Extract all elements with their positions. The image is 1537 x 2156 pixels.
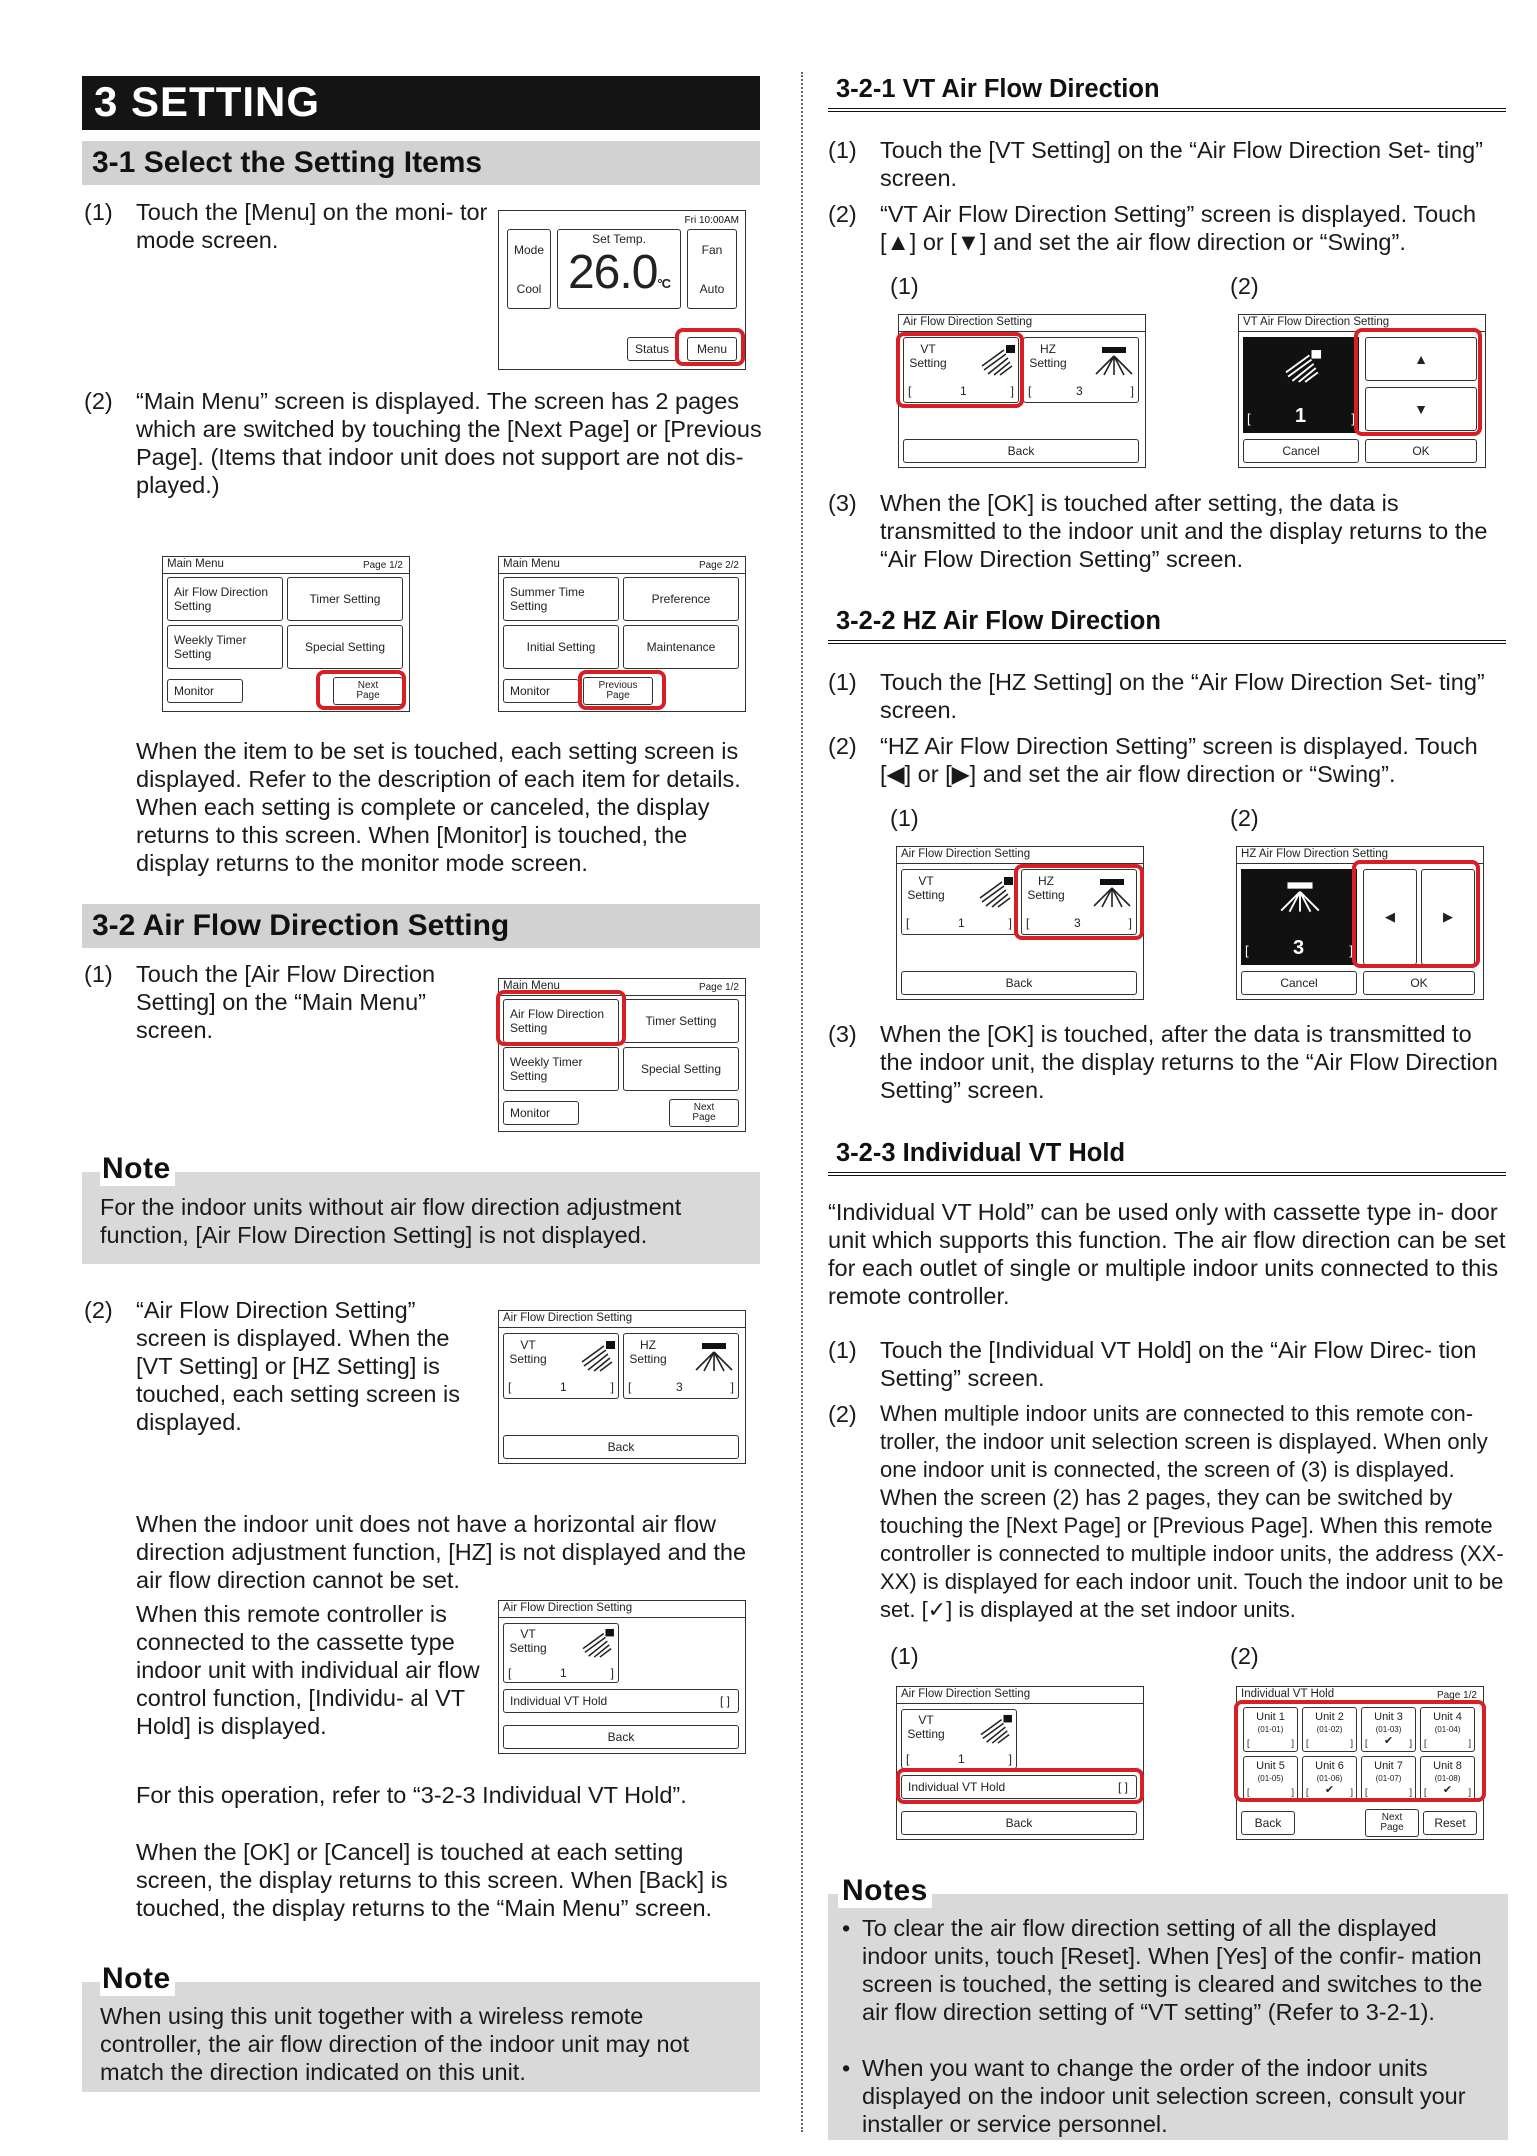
vt-air-flow-screen bbox=[1238, 314, 1486, 468]
step-number: (1) bbox=[84, 199, 113, 225]
unit-button[interactable]: Unit 5 (01-05) [ ] bbox=[1243, 1756, 1298, 1801]
unit-address: (01-02) bbox=[1316, 1725, 1343, 1734]
figure-label: (1) bbox=[890, 273, 919, 299]
temperature-value: 26.0 bbox=[567, 246, 658, 299]
step-text: When multiple indoor units are connected to this remote con- troller, the indoor unit selection screen is displayed. When only one indoor unit is connected, the screen of (3) is displayed. When the screen (2) has 2 pages, they can be switched by touching the [Next Page] or [Previous Page]. When this remote controller is connected to multiple indoor units, the address (XX-XX) is displayed for each indoor unit. Touch the indoor unit to be set. [✓] is displayed at the set indoor units. bbox=[880, 1401, 1504, 1622]
unit-name: Unit 5 bbox=[1256, 1760, 1285, 1772]
vt-setting-button[interactable]: VT Setting [ 1 ] bbox=[901, 1709, 1017, 1769]
ivt-value: [ ] bbox=[719, 1694, 730, 1708]
page-indicator: Page 2/2 bbox=[698, 560, 739, 571]
step-number: (3) bbox=[828, 490, 857, 516]
bullet: • bbox=[842, 1915, 851, 1941]
hz-label: HZ Setting bbox=[1027, 874, 1065, 902]
vt-label: VT Setting bbox=[909, 342, 947, 370]
vt-fan-icon bbox=[580, 1340, 616, 1372]
unit-address: (01-01) bbox=[1257, 1725, 1284, 1734]
hz-fan-icon bbox=[692, 1342, 736, 1372]
initial-setting-button[interactable]: Initial Setting bbox=[503, 625, 619, 669]
note-text: For the indoor units without air flow direction adjustment function, [Air Flow Direction Setting] is not displayed. bbox=[100, 1194, 682, 1248]
note-text: When you want to change the order of the indoor units displayed on the indoor unit selection screen, consult your installer or service personnel. bbox=[862, 2055, 1466, 2137]
figure-label: (2) bbox=[1230, 273, 1259, 299]
paragraph: “Individual VT Hold” can be used only with cassette type in- door unit which supports this function. The air flow direction can be set for each outlet of single or multiple indoor units connected to this remote controller. bbox=[828, 1199, 1506, 1309]
reset-button[interactable]: Reset bbox=[1423, 1811, 1477, 1835]
special-setting-button[interactable]: Special Setting bbox=[623, 1047, 739, 1091]
screen-title: Air Flow Direction Setting bbox=[901, 1688, 1031, 1700]
fan-label: Fan bbox=[701, 242, 723, 257]
hz-value: 3 bbox=[1293, 937, 1305, 959]
unit-button[interactable]: Unit 3 (01-03) ✔ [ ] bbox=[1361, 1707, 1416, 1752]
back-button[interactable]: Back bbox=[901, 971, 1137, 995]
ivt-value: [ ] bbox=[1117, 1780, 1128, 1794]
step-number: (1) bbox=[828, 137, 857, 163]
vt-fan-icon bbox=[980, 344, 1016, 376]
vt-value: 1 bbox=[960, 384, 967, 398]
hz-fan-icon bbox=[1277, 881, 1323, 913]
cancel-button[interactable]: Cancel bbox=[1241, 971, 1357, 995]
down-button[interactable]: ▼ bbox=[1365, 387, 1477, 431]
vt-value: 1 bbox=[958, 1752, 965, 1766]
mode-label: Mode bbox=[513, 242, 545, 257]
vt-value: 1 bbox=[560, 1380, 567, 1394]
heading-3-2-3: 3-2-3 Individual VT Hold bbox=[828, 1136, 1506, 1176]
unit-name: Unit 3 bbox=[1374, 1711, 1403, 1723]
ivt-label: Individual VT Hold bbox=[510, 1694, 608, 1708]
individual-vt-hold-screen bbox=[1236, 1686, 1484, 1840]
figure-label: (2) bbox=[1230, 805, 1259, 831]
screen-title: Main Menu bbox=[503, 558, 560, 570]
figure-label: (2) bbox=[1230, 1643, 1259, 1669]
step-text: “Air Flow Direction Setting” screen is displayed. When the [VT Setting] or [HZ Setting] is touched, each setting screen is displayed. bbox=[136, 1297, 460, 1435]
section-title: 3 SETTING bbox=[82, 76, 760, 130]
vt-fan-icon bbox=[580, 1628, 616, 1658]
vt-setting-button[interactable]: VT Setting [ 1 ] bbox=[901, 869, 1017, 935]
hz-setting-button[interactable]: HZ Setting [ 3 ] bbox=[1023, 337, 1139, 403]
air-flow-direction-screen bbox=[498, 1310, 746, 1464]
hz-value: 3 bbox=[676, 1380, 683, 1394]
hz-fan-icon bbox=[1090, 878, 1134, 908]
monitor-button[interactable]: Monitor bbox=[503, 1101, 579, 1125]
vt-setting-button[interactable]: VT Setting [ 1 ] bbox=[503, 1623, 619, 1683]
unit-address: (01-08) bbox=[1434, 1774, 1461, 1783]
up-button[interactable]: ▲ bbox=[1365, 337, 1477, 381]
page-indicator: Page 1/2 bbox=[1436, 1690, 1477, 1701]
paragraph: For this operation, refer to “3-2-3 Individual VT Hold”. bbox=[136, 1782, 687, 1808]
unit-address: (01-04) bbox=[1434, 1725, 1461, 1734]
fan-value: Auto bbox=[699, 281, 725, 296]
next-page-button[interactable]: Next Page bbox=[669, 1099, 739, 1127]
individual-vt-hold-button[interactable] bbox=[901, 1775, 1137, 1799]
step-text: “VT Air Flow Direction Setting” screen is displayed. Touch [▲] or [▼] and set the air flow direction or “Swing”. bbox=[880, 201, 1477, 255]
left-button[interactable]: ◀ bbox=[1363, 869, 1417, 965]
previous-page-button[interactable]: Previous Page bbox=[583, 677, 653, 705]
unit-name: Unit 8 bbox=[1433, 1760, 1462, 1772]
status-button[interactable]: Status bbox=[627, 337, 677, 361]
monitor-screen bbox=[498, 210, 746, 370]
right-button[interactable]: ▶ bbox=[1421, 869, 1475, 965]
vt-fan-icon bbox=[978, 1714, 1014, 1744]
step-text: When the [OK] is touched, after the data is transmitted to the indoor unit, the display returns to the “Air Flow Direction Setting” screen. bbox=[880, 1021, 1498, 1103]
clock-label: Fri 10:00AM bbox=[684, 215, 739, 226]
air-flow-direction-ivt-screen bbox=[498, 1600, 746, 1754]
unit-button[interactable]: Unit 6 (01-06) ✔ [ ] bbox=[1302, 1756, 1357, 1801]
screen-title: HZ Air Flow Direction Setting bbox=[1241, 848, 1388, 860]
vt-value: 1 bbox=[560, 1666, 567, 1680]
unit-name: Unit 4 bbox=[1433, 1711, 1462, 1723]
hz-setting-button[interactable]: HZ Setting [ 3 ] bbox=[623, 1333, 739, 1399]
vt-display: [ 1 ] bbox=[1243, 337, 1359, 433]
step-text: Touch the [VT Setting] on the “Air Flow Direction Set- ting” screen. bbox=[880, 137, 1484, 191]
back-button[interactable]: Back bbox=[503, 1725, 739, 1749]
paragraph: When this remote controller is connected to the cassette type indoor unit with individual air flow control function, [Individu- al VT Hold] is displayed. bbox=[136, 1601, 480, 1739]
menu-button[interactable]: Menu bbox=[687, 337, 737, 361]
step-text: “HZ Air Flow Direction Setting” screen is displayed. Touch [◀] or [▶] and set the air flow direction or “Swing”. bbox=[880, 733, 1478, 787]
unit-name: Unit 7 bbox=[1374, 1760, 1403, 1772]
figure-label: (1) bbox=[890, 1643, 919, 1669]
note-text: To clear the air flow direction setting of all the displayed indoor units, touch [Reset]. When [Yes] of the confir- mation screen is touched, the setting is cleared and switches to the air flow direction setting of “VT setting” (Refer to 3-2-1). bbox=[862, 1915, 1483, 2025]
page-indicator: Page 1/2 bbox=[362, 560, 403, 571]
vt-label: VT Setting bbox=[509, 1338, 547, 1366]
hz-value: 3 bbox=[1074, 916, 1081, 930]
step-text: Touch the [HZ Setting] on the “Air Flow Direction Set- ting” screen. bbox=[880, 669, 1485, 723]
step-number: (2) bbox=[828, 201, 857, 227]
unit-address: (01-07) bbox=[1375, 1774, 1402, 1783]
subsection-title-3-1: 3-1 Select the Setting Items bbox=[82, 141, 760, 185]
hz-setting-button[interactable]: HZ Setting [ 3 ] bbox=[1021, 869, 1137, 935]
vt-fan-icon bbox=[1283, 349, 1323, 383]
heading-3-2-1: 3-2-1 VT Air Flow Direction bbox=[828, 72, 1506, 112]
screen-title: Main Menu bbox=[503, 980, 560, 992]
screen-title: Air Flow Direction Setting bbox=[903, 316, 1033, 328]
main-menu-screen-afd bbox=[498, 978, 746, 1132]
ivt-label: Individual VT Hold bbox=[908, 1780, 1006, 1794]
unit-check-mark: ✔ bbox=[1383, 1735, 1394, 1747]
unit-button[interactable]: Unit 1 (01-01) [ ] bbox=[1243, 1707, 1298, 1752]
column-divider bbox=[801, 72, 803, 2132]
unit-button[interactable]: Unit 2 (01-02) [ ] bbox=[1302, 1707, 1357, 1752]
unit-name: Unit 6 bbox=[1315, 1760, 1344, 1772]
step-text: “Main Menu” screen is displayed. The screen has 2 pages which are switched by touching the [Next Page] or [Previous Page]. (Items that indoor unit does not support are not dis- played.) bbox=[136, 388, 762, 498]
individual-vt-hold-button[interactable] bbox=[503, 1689, 739, 1713]
unit-check-mark: ✔ bbox=[1442, 1784, 1453, 1796]
paragraph: When the [OK] or [Cancel] is touched at each setting screen, the display returns to this screen. When [Back] is touched, the display returns to the “Main Menu” screen. bbox=[136, 1839, 728, 1921]
main-menu-page1-screen bbox=[162, 556, 410, 712]
vt-label: VT Setting bbox=[509, 1627, 547, 1655]
back-button[interactable]: Back bbox=[1241, 1811, 1295, 1835]
note-text: When using this unit together with a wireless remote controller, the air flow direction of the indoor unit may not match the direction indicated on this unit. bbox=[100, 2003, 690, 2085]
vt-label: VT Setting bbox=[907, 1713, 945, 1741]
hz-label: HZ Setting bbox=[1029, 342, 1067, 370]
special-setting-button[interactable]: Special Setting bbox=[287, 625, 403, 669]
page-indicator: Page 1/2 bbox=[698, 982, 739, 993]
vt-value: 1 bbox=[958, 916, 965, 930]
hz-label: HZ Setting bbox=[629, 1338, 667, 1366]
paragraph: When the item to be set is touched, each setting screen is displayed. Refer to the description of each item for details. When each setting is complete or canceled, the display returns to this screen. When [Monitor] is touched, the display returns to the monitor mode screen. bbox=[136, 738, 741, 876]
monitor-button[interactable]: Monitor bbox=[503, 679, 579, 703]
step-number: (2) bbox=[84, 1297, 113, 1323]
next-page-button[interactable]: Next Page bbox=[333, 677, 403, 705]
note-label: Note bbox=[100, 1152, 175, 1186]
next-page-button[interactable]: Next Page bbox=[1365, 1809, 1419, 1837]
note-label: Note bbox=[100, 1962, 175, 1996]
figure-label: (1) bbox=[890, 805, 919, 831]
unit-button[interactable]: Unit 7 (01-07) [ ] bbox=[1361, 1756, 1416, 1801]
screen-title: Air Flow Direction Setting bbox=[901, 848, 1031, 860]
step-text: Touch the [Menu] on the moni- tor mode screen. bbox=[136, 199, 488, 253]
paragraph: When the indoor unit does not have a horizontal air flow direction adjustment function, [HZ] is not displayed and the air flow direction cannot be set. bbox=[136, 1511, 747, 1593]
timer-setting-button[interactable]: Timer Setting bbox=[287, 577, 403, 621]
set-temp-button[interactable] bbox=[557, 229, 681, 309]
mode-value: Cool bbox=[516, 281, 542, 296]
hz-air-flow-screen bbox=[1236, 846, 1484, 1000]
hz-fan-icon bbox=[1092, 346, 1136, 376]
step-number: (2) bbox=[828, 1401, 857, 1427]
air-flow-direction-ivt-screen bbox=[896, 1686, 1144, 1840]
subsection-title-3-2: 3-2 Air Flow Direction Setting bbox=[82, 904, 760, 948]
weekly-timer-button[interactable]: Weekly Timer Setting bbox=[167, 625, 283, 669]
ok-button[interactable]: OK bbox=[1363, 971, 1475, 995]
step-number: (1) bbox=[828, 669, 857, 695]
unit-name: Unit 2 bbox=[1315, 1711, 1344, 1723]
step-number: (1) bbox=[828, 1337, 857, 1363]
unit-name: Unit 1 bbox=[1256, 1711, 1285, 1723]
screen-title: Air Flow Direction Setting bbox=[503, 1602, 633, 1614]
preference-button[interactable]: Preference bbox=[623, 577, 739, 621]
cancel-button[interactable]: Cancel bbox=[1243, 439, 1359, 463]
unit-address: (01-03) bbox=[1375, 1725, 1402, 1734]
maintenance-button[interactable]: Maintenance bbox=[623, 625, 739, 669]
vt-setting-button[interactable]: VT Setting [ 1 ] bbox=[503, 1333, 619, 1399]
ok-button[interactable]: OK bbox=[1365, 439, 1477, 463]
air-flow-direction-button[interactable]: Air Flow Direction Setting bbox=[167, 577, 283, 621]
screen-title: VT Air Flow Direction Setting bbox=[1243, 316, 1390, 328]
step-text: Touch the [Individual VT Hold] on the “Air Flow Direc- tion Setting” screen. bbox=[880, 1337, 1477, 1391]
hz-display: [ 3 ] bbox=[1241, 869, 1357, 965]
screen-title: Individual VT Hold bbox=[1241, 1688, 1335, 1700]
vt-label: VT Setting bbox=[907, 874, 945, 902]
step-number: (2) bbox=[828, 733, 857, 759]
timer-setting-button[interactable]: Timer Setting bbox=[623, 999, 739, 1043]
step-text: When the [OK] is touched after setting, the data is transmitted to the indoor unit and the display returns to the “Air Flow Direction Setting” screen. bbox=[880, 490, 1488, 572]
step-number: (1) bbox=[84, 961, 113, 987]
screen-title: Main Menu bbox=[167, 558, 224, 570]
vt-setting-button[interactable]: VT Setting [ 1 ] bbox=[903, 337, 1019, 403]
vt-fan-icon bbox=[978, 876, 1014, 908]
notes-label: Notes bbox=[838, 1874, 932, 1908]
bullet: • bbox=[842, 2055, 851, 2081]
unit-address: (01-06) bbox=[1316, 1774, 1343, 1783]
heading-3-2-2: 3-2-2 HZ Air Flow Direction bbox=[828, 604, 1506, 644]
back-button[interactable]: Back bbox=[503, 1435, 739, 1459]
mode-button[interactable] bbox=[507, 229, 551, 309]
temperature-unit: °C bbox=[657, 276, 670, 291]
step-text: Touch the [Air Flow Direction Setting] on the “Main Menu” screen. bbox=[136, 961, 436, 1043]
hz-value: 3 bbox=[1076, 384, 1083, 398]
air-flow-direction-screen-vt bbox=[898, 314, 1146, 468]
weekly-timer-button[interactable]: Weekly Timer Setting bbox=[503, 1047, 619, 1091]
monitor-button[interactable]: Monitor bbox=[167, 679, 243, 703]
vt-value: 1 bbox=[1295, 405, 1307, 427]
fan-button[interactable] bbox=[687, 229, 737, 309]
unit-address: (01-05) bbox=[1257, 1774, 1284, 1783]
air-flow-direction-screen-hz bbox=[896, 846, 1144, 1000]
air-flow-direction-button[interactable]: Air Flow Direction Setting bbox=[503, 999, 619, 1043]
unit-check-mark: ✔ bbox=[1324, 1784, 1335, 1796]
set-temp-label: Set Temp. bbox=[592, 232, 646, 246]
step-number: (2) bbox=[84, 388, 113, 414]
main-menu-page2-screen bbox=[498, 556, 746, 712]
back-button[interactable]: Back bbox=[901, 1811, 1137, 1835]
unit-button[interactable]: Unit 4 (01-04) [ ] bbox=[1420, 1707, 1475, 1752]
step-number: (3) bbox=[828, 1021, 857, 1047]
back-button[interactable]: Back bbox=[903, 439, 1139, 463]
unit-button[interactable]: Unit 8 (01-08) ✔ [ ] bbox=[1420, 1756, 1475, 1801]
screen-title: Air Flow Direction Setting bbox=[503, 1312, 633, 1324]
summer-time-button[interactable]: Summer Time Setting bbox=[503, 577, 619, 621]
